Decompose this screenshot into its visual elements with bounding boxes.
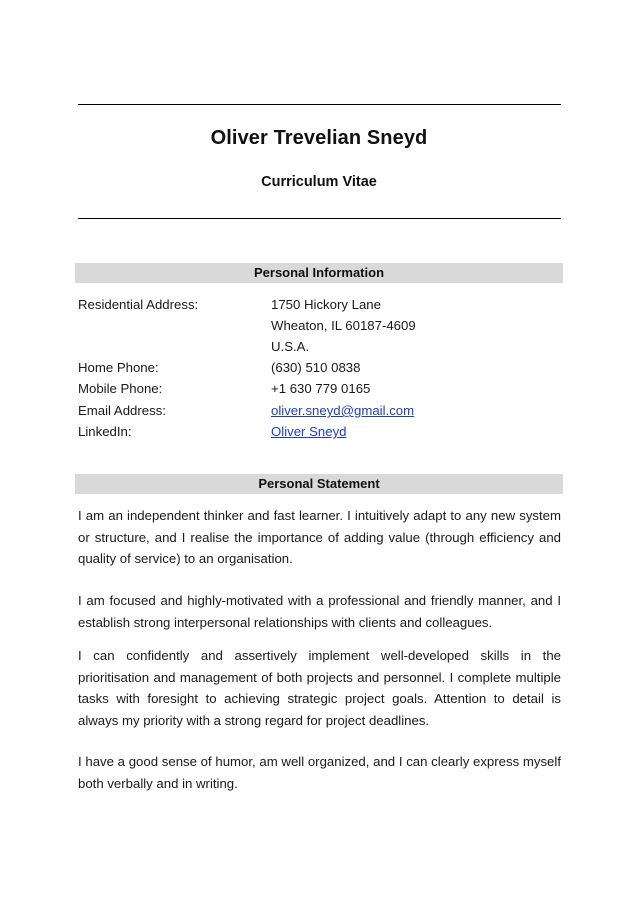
statement-paragraph-1: I am an independent thinker and fast learner. I intuitively adapt to any new system or structure, and I realise the importance of adding value (through efficiency and quality of service) to an organisation. (78, 508, 561, 566)
section-header-personal-statement: Personal Statement (75, 474, 563, 494)
home-phone-label: Home Phone: (78, 360, 159, 375)
top-divider (78, 104, 561, 105)
home-phone-value: (630) 510 0838 (271, 360, 361, 375)
statement-paragraph-3: I can confidently and assertively implement well-developed skills in the prioritisation and management of both projects and personnel. I complete multiple tasks with foresight to achieving strategic project goals. Attention to detail is always my priority with a strong regard for project deadlines. (78, 648, 561, 728)
info-row-home-phone (78, 357, 563, 378)
statement-paragraph-4: I have a good sense of humor, am well organized, and I can clearly express myself both verbally and in writing. (78, 754, 561, 791)
address-line-2: Wheaton, IL 60187-4609 (271, 318, 416, 333)
info-row-email (78, 400, 563, 421)
info-row-mobile-phone (78, 378, 563, 399)
cv-name-title: Oliver Trevelian Sneyd (210, 127, 428, 149)
cv-subtitle: Curriculum Vitae (261, 174, 377, 190)
mobile-phone-label: Mobile Phone: (78, 381, 163, 396)
info-row-address-3 (78, 336, 563, 357)
address-label: Residential Address: (78, 297, 199, 312)
statement-paragraph-2: I am focused and highly-motivated with a professional and friendly manner, and I establish strong interpersonal relationships with clients and colleagues. (78, 593, 561, 630)
linkedin-label: LinkedIn: (78, 424, 132, 439)
info-row-linkedin (78, 421, 563, 442)
info-row-address-2 (78, 315, 563, 336)
info-row-address-1 (78, 294, 563, 315)
section-header-personal-information: Personal Information (75, 263, 563, 283)
address-line-3: U.S.A. (271, 339, 310, 354)
bottom-divider (78, 218, 561, 219)
email-label: Email Address: (78, 403, 166, 418)
email-link[interactable]: oliver.sneyd@gmail.com (271, 403, 415, 418)
address-line-1: 1750 Hickory Lane (271, 297, 381, 312)
linkedin-link[interactable]: Oliver Sneyd (271, 424, 347, 439)
mobile-phone-value: +1 630 779 0165 (271, 381, 371, 396)
